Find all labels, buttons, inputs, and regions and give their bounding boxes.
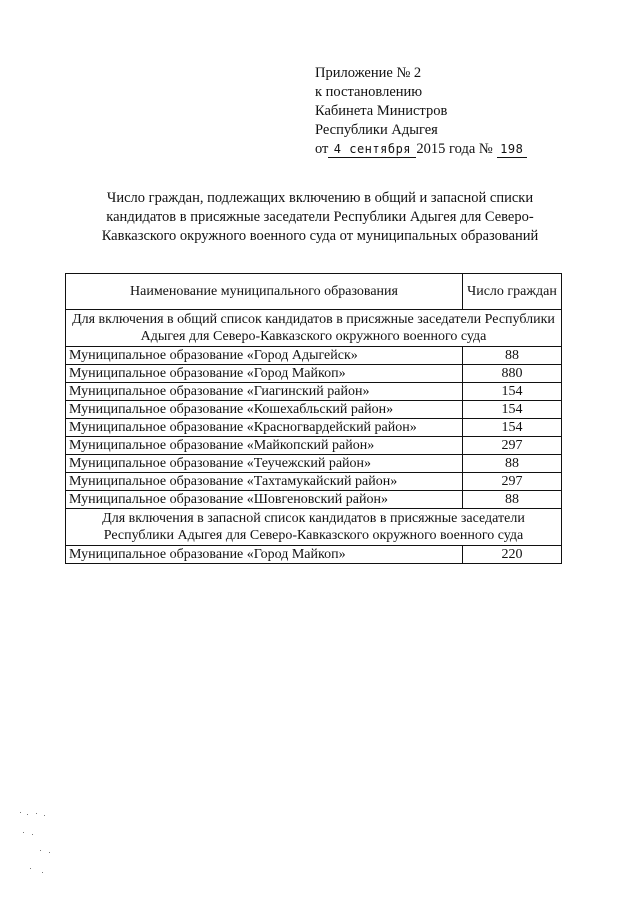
table-row [66,491,562,509]
table-row [66,347,562,365]
citizen-count: 297 [463,473,562,491]
citizen-count: 297 [463,437,562,455]
citizen-count: 880 [463,365,562,383]
municipality-name: Муниципальное образование «Теучежский район» [66,455,463,473]
appendix-republic-line: Республики Адыгея [315,122,438,138]
table-row [66,419,562,437]
date-prefix: от [315,141,329,157]
table-body [66,310,562,564]
citizen-count: 88 [463,491,562,509]
header-count: Число граждан [463,274,562,310]
citizen-count: 220 [463,546,562,564]
municipality-name: Муниципальное образование «Красногвардейский район» [66,419,463,437]
municipality-name: Муниципальное образование «Шовгеновский район» [66,491,463,509]
section-row-general [66,310,562,347]
year-text: 2015 года [416,141,476,157]
date-value: 4 сентября [328,142,416,158]
appendix-resolution-line: к постановлению [315,84,423,100]
table-row [66,365,562,383]
scan-specks [18,810,68,880]
municipality-name: Муниципальное образование «Тахтамукайский район» [66,473,463,491]
table-row [66,437,562,455]
municipality-name: Муниципальное образование «Гиагинский район» [66,383,463,401]
table-row [66,546,562,564]
number-label: № [478,141,493,157]
municipality-name: Муниципальное образование «Город Адыгейск» [66,347,463,365]
section-row-reserve [66,509,562,546]
citizen-count: 154 [463,419,562,437]
municipality-name: Муниципальное образование «Город Майкоп» [66,546,463,564]
appendix-cabinet-line: Кабинета Министров [315,103,448,119]
header-name: Наименование муниципального образования [66,274,463,310]
document-number: 198 [497,142,527,158]
citizen-count: 154 [463,401,562,419]
municipality-name: Муниципальное образование «Город Майкоп» [66,365,463,383]
appendix-block [315,64,527,159]
section-general-label: Для включения в общий список кандидатов в присяжные заседатели Республики Адыгея для Северо-Кавказского окружного военного суда [66,310,562,347]
table-row [66,401,562,419]
section-reserve-label: Для включения в запасной список кандидатов в присяжные заседатели Республики Адыгея для Северо-Кавказского окружного военного суда [66,509,562,546]
table-row [66,383,562,401]
citizens-table [65,273,562,564]
table-row [66,473,562,491]
municipality-name: Муниципальное образование «Майкопский район» [66,437,463,455]
appendix-date-line [315,140,527,159]
citizen-count: 154 [463,383,562,401]
citizen-count: 88 [463,347,562,365]
municipality-name: Муниципальное образование «Кошехабльский район» [66,401,463,419]
table-header-row [66,274,562,310]
table-row [66,455,562,473]
appendix-title: Приложение № 2 [315,65,422,81]
citizen-count: 88 [463,455,562,473]
document-title: Число граждан, подлежащих включению в общий и запасной списки кандидатов в присяжные заседатели Республики Адыгея для Северо-Кавказского окружного военного суда от муниципальных образований [101,190,539,244]
